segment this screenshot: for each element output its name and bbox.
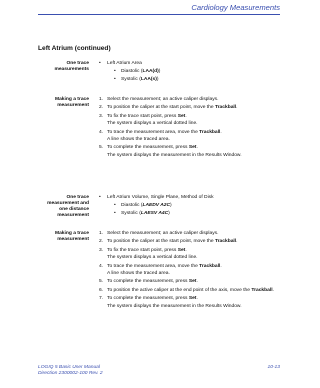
- block-label: One trace measurement and one distance measurement: [47, 195, 89, 218]
- step-item: 5. To complete the measurement, press Set.: [99, 145, 198, 151]
- step-item: 5. To complete the measurement, press Set.: [99, 279, 198, 285]
- step-note: The system displays a vertical dotted line.: [107, 255, 198, 261]
- step-item: 2. To position the caliper at the start point, move the Trackball.: [99, 239, 238, 245]
- step-note: The system displays the measurement in the Results Window.: [107, 152, 242, 158]
- footer-manual-info: [38, 365, 103, 377]
- step-note: The system displays the measurement in the Results Window.: [107, 303, 242, 309]
- block-label: Making a trace measurement: [55, 231, 89, 242]
- bullet-item: • Left Atrium Volume, Single Plane, Method of Disk: [99, 195, 214, 200]
- sub-bullet-item: • Diastolic (LAA(d)): [114, 69, 161, 75]
- step-item: 4. To trace the measurement area, move the Trackball.: [99, 263, 222, 269]
- running-header-title: Cardiology Measurements: [191, 3, 280, 12]
- step-note: A line shows the traced area.: [107, 270, 170, 276]
- sub-bullet-item: • Systolic (LAA(s)): [114, 76, 159, 82]
- step-item: 4. To trace the measurement area, move the Trackball.: [99, 129, 222, 135]
- section-title: Left Atrium (continued): [38, 45, 111, 52]
- step-item: 1. Select the measurement; an active caliper displays.: [99, 231, 219, 236]
- step-note: The system displays a vertical dotted line.: [107, 121, 198, 127]
- header-rule: [38, 14, 280, 15]
- step-item: 3. To fix the trace start point, press Set.: [99, 247, 187, 253]
- page-number: 10-13: [267, 365, 280, 370]
- step-item: 7. To complete the measurement, press Set.: [99, 296, 198, 302]
- footer-manual-title: LOGIQ 5 Basic User Manual: [38, 365, 100, 370]
- bullet-item: • Left Atrium Area: [99, 61, 142, 66]
- footer-direction: Direction 2300002-100 Rev. 2: [38, 371, 103, 376]
- block-content: [99, 97, 280, 161]
- block-label: Making a trace measurement: [55, 97, 89, 108]
- block-content: [99, 231, 280, 312]
- sub-bullet-item: • Diastolic (LAEDV A2C): [114, 203, 172, 209]
- block-content: [99, 61, 280, 85]
- step-item: 6. To position the active caliper at the end point of the axis, move the Trackball.: [99, 287, 274, 293]
- step-note: A line shows the traced area.: [107, 136, 170, 142]
- step-item: 2. To position the caliper at the start point, move the Trackball.: [99, 105, 238, 111]
- block-label: One trace measurements: [54, 61, 89, 72]
- step-item: 1. Select the measurement; an active caliper displays.: [99, 97, 219, 102]
- step-item: 3. To fix the trace start point, press Set.: [99, 113, 187, 119]
- sub-bullet-item: • Systolic (LAESV A4C): [114, 210, 170, 216]
- block-content: [99, 195, 280, 219]
